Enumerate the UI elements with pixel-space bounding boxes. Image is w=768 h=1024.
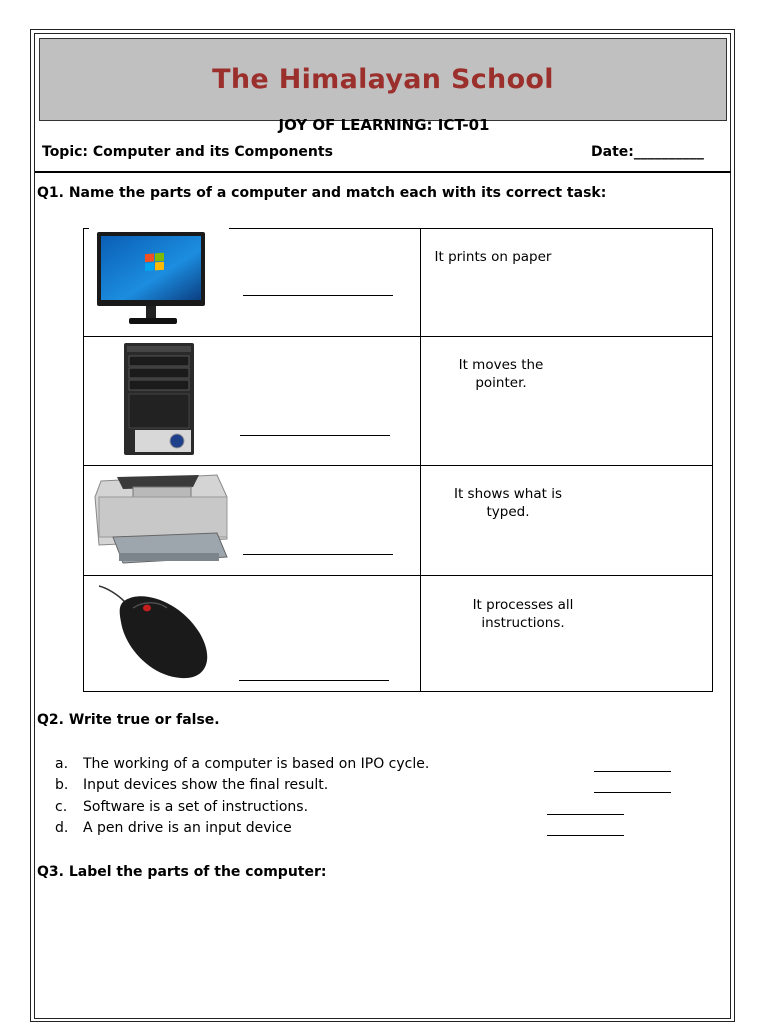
monitor-image (89, 226, 229, 334)
table-border-right (712, 228, 713, 692)
table-row-divider (83, 336, 713, 337)
topic-label: Topic: Computer and its Components (42, 144, 333, 160)
task-text: It shows what is typed. (453, 486, 563, 520)
mouse-image (89, 578, 229, 688)
cpu-tower-image (89, 338, 229, 464)
true-false-statement: Software is a set of instructions. (83, 799, 309, 815)
item-letter: c. (55, 799, 68, 815)
true-false-statement: The working of a computer is based on IPO cycle. (83, 756, 430, 772)
answer-blank[interactable] (547, 835, 624, 836)
table-row-divider (83, 575, 713, 576)
matching-table (83, 228, 713, 692)
item-letter: a. (55, 756, 69, 772)
question-3-title: Q3. Label the parts of the computer: (37, 864, 327, 880)
task-text: It processes all instructions. (472, 597, 574, 631)
task-text: It moves the pointer. (458, 357, 544, 391)
true-false-statement: A pen drive is an input device (83, 820, 292, 836)
item-letter: b. (55, 777, 69, 793)
question-1-title: Q1. Name the parts of a computer and match each with its correct task: (37, 185, 607, 201)
answer-blank[interactable] (594, 771, 671, 772)
printer-image (89, 467, 234, 574)
answer-blank[interactable] (239, 680, 389, 681)
answer-blank[interactable] (243, 554, 393, 555)
table-column-divider (420, 228, 421, 692)
answer-blank[interactable] (240, 435, 390, 436)
school-name: The Himalayan School (212, 64, 554, 95)
answer-blank[interactable] (243, 295, 393, 296)
answer-blank[interactable] (594, 792, 671, 793)
table-row-divider (83, 465, 713, 466)
answer-blank[interactable] (547, 814, 624, 815)
question-2-title: Q2. Write true or false. (37, 712, 220, 728)
table-border-bottom (83, 691, 713, 692)
worksheet-subtitle: JOY OF LEARNING: ICT-01 (278, 116, 490, 134)
header-banner (39, 38, 727, 121)
item-letter: d. (55, 820, 69, 836)
date-field: Date:__________ (591, 144, 704, 160)
header-divider (35, 171, 731, 173)
task-text: It prints on paper (434, 249, 552, 265)
table-border-left (83, 228, 84, 692)
true-false-statement: Input devices show the final result. (83, 777, 329, 793)
